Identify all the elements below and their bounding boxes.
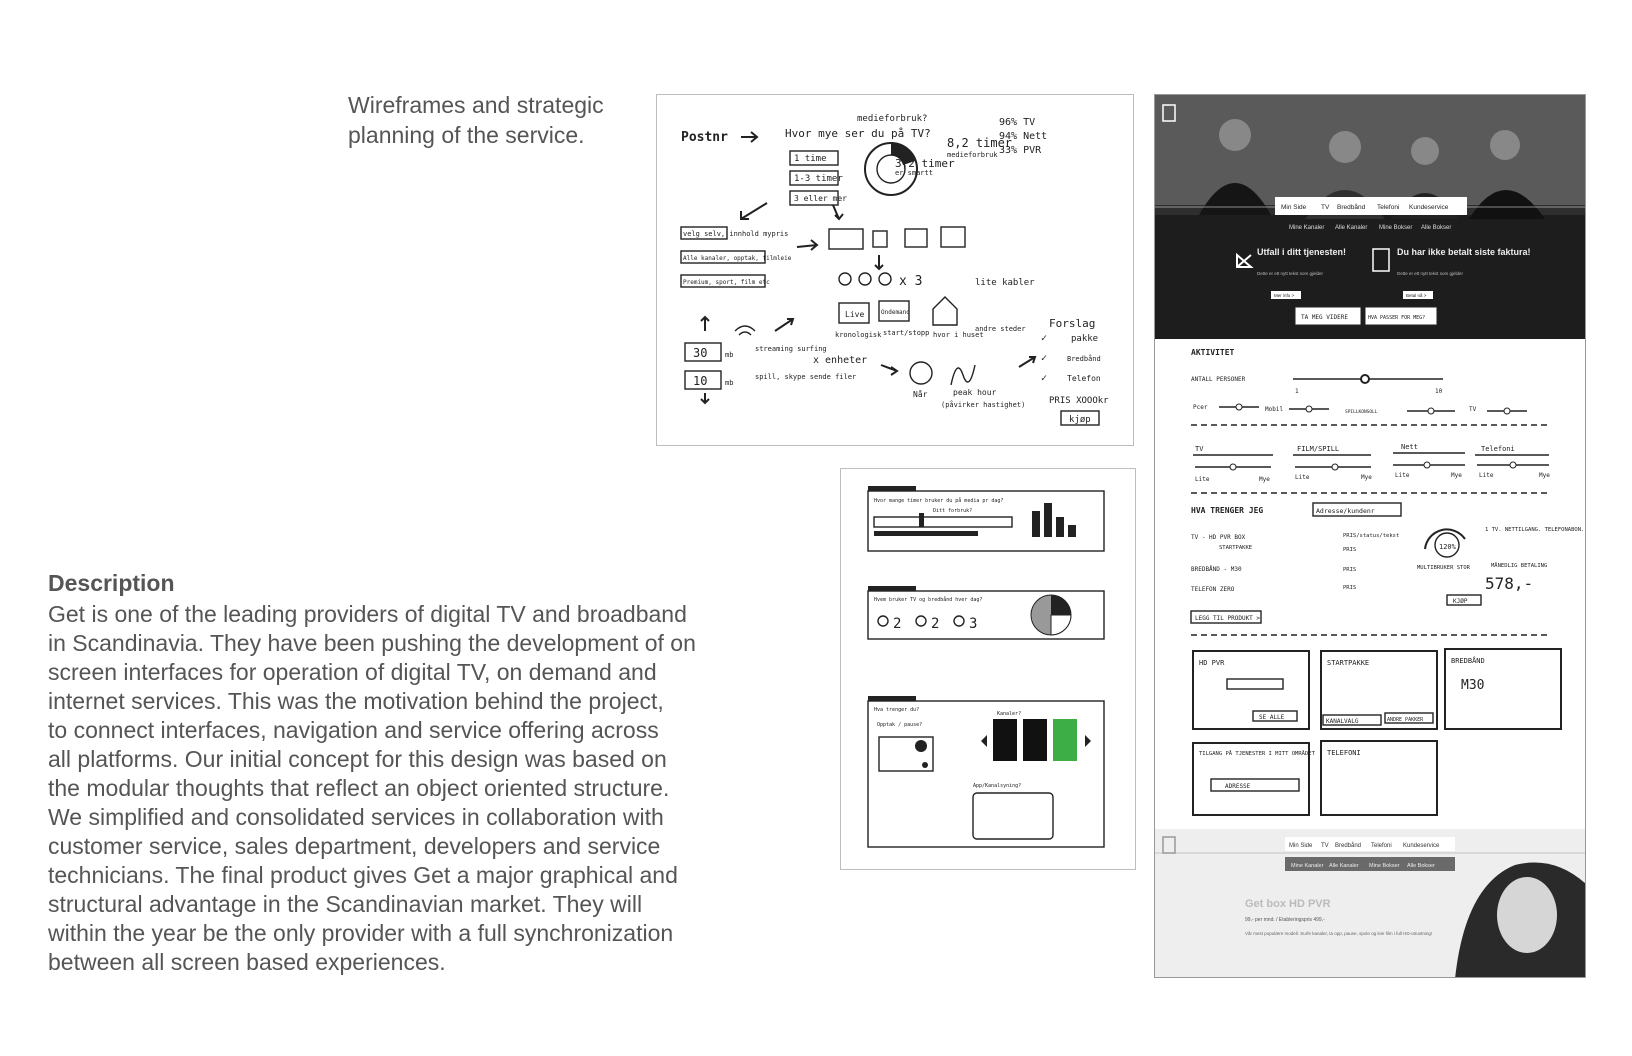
wf-kanaler: Kanaler? [997,711,1022,717]
row1b: STARTPAKKE [1219,545,1253,551]
aktivitet-heading: AKTIVITET [1191,348,1235,357]
channel-card [1023,719,1047,761]
slider-handle [1510,462,1516,468]
box4-title: TILGANG PÅ TJENESTER I MITT OMRÅDET [1199,751,1315,757]
sketch-stats1: 96% TV [999,117,1036,128]
sketch-live-sub: kronologisk [835,331,882,339]
person-icon [954,616,964,626]
sketch-mb-2: mb [725,379,734,387]
house-icon [933,297,957,325]
row3: TELEFON ZERO [1191,586,1235,593]
tv-label: TV [1469,406,1477,413]
box4-button-label: ADRESSE [1225,783,1251,790]
mye-label: Mye [1539,472,1550,479]
description-line: within the year be the only provider with a full synchronization [48,920,674,946]
arrow-icon [775,319,793,331]
chart-bar [1044,503,1052,537]
sketch-naar: Når [913,390,928,399]
wifi-icon [735,326,755,335]
sketch-list1: velg selv, innhold mypris [683,230,789,238]
promo-price: 99,- per mnd. / Etableringspris 499,- [1245,917,1325,923]
progress-fill [874,531,978,536]
description-line: to connect interfaces, navigation and service offering across [48,717,659,743]
sketch-ondemand: Ondemand [881,309,910,316]
pris-label: PRIS [1343,547,1357,553]
pcer-label: Pcer [1193,404,1208,411]
multibruker: MULTIBRUKER STOR [1417,565,1470,571]
sketch-live: Live [845,310,865,319]
tablet-icon [873,231,887,247]
sketch-pris: PRIS XOOOkr [1049,396,1109,406]
slider-track [874,517,1012,527]
cat-film: FILM/SPILL [1297,445,1340,453]
sketch-spill: spill, skype sende filer [755,373,857,381]
sketch-x3: x 3 [899,274,923,289]
nav-item[interactable]: TV [1321,204,1330,211]
slider-handle [1306,406,1312,412]
check-icon: ✓ [1041,373,1048,384]
subnav-item[interactable]: Alle Bokser [1421,225,1452,231]
promo-nav-item[interactable]: Kundeservice [1403,843,1440,849]
description-line: internet services. This was the motivation behind the project, [48,688,664,714]
description-line: We simplified and consolidated services in collaboration with [48,804,664,830]
mye-label: Mye [1361,474,1372,481]
arrow-icon [701,317,709,331]
card2-title: Du har ikke betalt siste faktura! [1397,247,1531,257]
website-mockup [1155,95,1586,978]
channel-card-selected [1053,719,1077,761]
sketch-enheter: x enheter [813,355,868,366]
promo-subnav-item[interactable]: Mine Kanaler [1291,863,1324,869]
check-icon: ✓ [1041,353,1048,364]
wireframe-screens [841,469,1136,870]
sketch-peak-sub: (påvirker hastighet) [941,401,1026,409]
check-icon: ✓ [1041,333,1048,344]
sketch-time2b: er smartt [895,169,933,177]
description-title: Description [48,570,175,596]
nav-item[interactable]: Bredbånd [1337,204,1366,211]
box3-title: BREDBÅND [1451,657,1485,665]
row1a: TV - HD PVR BOX [1191,534,1246,541]
description-line: in Scandinavia. They have been pushing the development of on [48,630,696,656]
hero-button-2-label: HVA PASSER FOR MEG? [1368,315,1426,321]
sketch-mb: mb [725,351,734,359]
sketch-postnr: Postnr [681,130,728,145]
laptop-icon [905,229,927,247]
person-icon [859,273,871,285]
box2-title: STARTPAKKE [1327,659,1370,667]
arrow-icon [881,365,897,375]
promo-text: Vår mest populære modell. Surfe kanaler, ta opp, pause, spole og leie film i full HD-utrustning! [1245,931,1433,936]
sketch-wifi-note: lite kabler [975,278,1035,288]
add-product-label: LEGG TIL PRODUKT > [1195,615,1261,622]
sketch-peak: peak hour [953,388,997,397]
caption-line-2: planning of the service. [348,122,585,148]
cat-nett: Nett [1401,443,1418,451]
description-body [48,600,768,977]
promo-nav-item[interactable]: TV [1321,843,1329,849]
pris-label: PRIS [1343,585,1357,591]
arrow-right-icon [1085,735,1091,747]
description-line: the modular thoughts that reflect an object oriented structure. [48,775,670,801]
cat-tv: TV [1195,445,1204,453]
arrow-icon [833,205,843,219]
promo-nav-item[interactable]: Bredbånd [1335,843,1362,849]
strategy-sketch [657,95,1134,446]
sketch-speed1: 30 [693,346,708,360]
antall-label: ANTALL PERSONER [1191,376,1246,383]
person-icon [916,616,926,626]
description-line: structural advantage in the Scandinavian market. They will [48,891,643,917]
arrow-icon [797,240,817,250]
description-line: customer service, sales department, developers and service [48,833,661,859]
pris-status: PRIS/status/tekst [1343,533,1400,539]
wf-q3: Hva trenger du? [874,707,920,713]
sketch-opt3: 3 eller mer [794,194,847,203]
sketch-list3: Premium, sport, film etc [683,279,770,286]
sketch-od-sub: start/stopp [883,329,930,337]
person-head [1329,131,1361,163]
slider-handle [1428,408,1434,414]
pie-slice [1051,615,1071,635]
chart-bar [1032,511,1040,537]
address-placeholder: Adresse/kundenr [1316,507,1375,515]
person-head [1490,130,1520,160]
mobil-label: Mobil [1265,406,1284,413]
person-icon [878,616,888,626]
slider-handle [1504,408,1510,414]
sketch-question: Hvor mye ser du på TV? [785,127,931,140]
mye-label: Mye [1259,476,1270,483]
sketch-streaming: streaming surfing [755,345,827,353]
slider-handle [1424,462,1430,468]
pie-slice [1051,595,1071,615]
cat-tel: Telefoni [1481,445,1515,453]
arrow-left-icon [981,735,987,747]
arrow-icon [741,203,767,219]
subnav-item[interactable]: Alle Kanaler [1335,225,1368,231]
caption-line-1: Wireframes and strategic [348,92,604,118]
description-line: all platforms. Our initial concept for this design was based on [48,746,667,772]
sketch-kjop: kjøp [1069,415,1091,425]
sketch-telefon: Telefon [1067,374,1101,383]
slider-handle [1332,464,1338,470]
box2-button-1-label: KANALVALG [1326,718,1359,725]
nav-item[interactable]: Telefoni [1377,204,1400,211]
monitor-icon [941,227,965,247]
record-dot [922,762,928,768]
sketch-stats2: 94% Nett [999,131,1048,142]
box2-button-2-label: ANDRE PAKKER [1387,717,1424,723]
buy-button-label: KJØP [1453,598,1468,605]
box-placeholder [1227,679,1283,689]
sketch-time1b: medieforbruk [947,151,998,159]
box1-title: HD PVR [1199,659,1225,667]
percent-label: 120% [1439,543,1456,551]
lite-label: Lite [1195,476,1210,483]
hero-photo-top [1155,95,1586,205]
wf-app: App/Kanalsyning? [973,783,1022,789]
tablet-wireframe [973,793,1053,839]
sketch-bredbaand: Bredbånd [1067,355,1101,363]
promo-title: Get box HD PVR [1245,898,1331,910]
tv-icon [829,229,863,249]
sketch-opt2: 1-3 timer [794,174,843,184]
frame-tab [868,486,916,491]
description-line: technicians. The final product gives Get a major graphical and [48,862,678,888]
nav-item[interactable]: Min Side [1281,204,1307,211]
sketch-list2: Alle kanaler, opptak, filmleie [683,255,792,262]
slider-handle [919,513,924,527]
wireframes-panel [840,468,1136,870]
pris-label: PRIS [1343,567,1357,573]
card1-button-label: Mer info > [1274,293,1295,298]
person-icon [839,273,851,285]
wf-n3: 3 [969,616,978,632]
frame-tab [868,586,916,591]
channel-card [993,719,1017,761]
nettilgang: 1 TV. NETTILGANG. TELEFONABON. [1485,527,1585,533]
sketch-speed2: 10 [693,374,708,388]
website-mockup-panel [1154,94,1586,978]
chart-bar [1056,517,1064,537]
sketch-time1: 8,2 timer [947,136,1013,150]
wf-q1-note: Ditt forbruk? [933,508,973,514]
wf-opt: Opptak / pause? [877,722,923,728]
lite-label: Lite [1479,472,1494,479]
hero-button-1-label: TA MEG VIDERE [1301,314,1348,321]
row2: BREDBÅND - M30 [1191,566,1242,573]
slider-handle [1361,375,1369,383]
sketch-forslag: Forslag [1049,317,1096,330]
clock-icon [910,362,932,384]
promo-nav-item[interactable]: Min Side [1289,843,1313,849]
play-icon [915,740,927,752]
promo-subnav-item[interactable]: Alle Kanaler [1329,863,1359,869]
card2-button-label: Betal nå > [1406,293,1427,298]
slider-handle [1230,464,1236,470]
wf-q1: Hvor mange timer bruker du på media pr dag? [874,498,1004,504]
frame-tab [868,696,916,701]
wf-n1: 2 [893,616,902,632]
sketch-house: hvor i huset [933,331,984,339]
lite-label: Lite [1295,474,1310,481]
chart-bar [1068,525,1076,537]
sketch-stats3: 33% PVR [999,145,1042,156]
card1-text: Dette er ett nytt tekst som gjelder [1257,271,1324,276]
hva-heading: HVA TRENGER JEG [1191,506,1264,515]
arrow-icon [741,132,757,142]
box1-button-label: SE ALLE [1259,714,1285,721]
subnav-item[interactable]: Mine Bokser [1379,225,1413,231]
arrow-icon [875,255,883,269]
caption [348,90,668,150]
promo-woman-face [1497,877,1557,953]
slider-handle [1236,404,1242,410]
lite-label: Lite [1395,472,1410,479]
person-icon [879,273,891,285]
nav-item[interactable]: Kundeservice [1409,204,1449,211]
wf-n2: 2 [931,616,940,632]
subnav-item[interactable]: Mine Kanaler [1289,225,1325,231]
arrow-icon [701,393,709,403]
promo-subnav-item[interactable]: Mine Bokser [1369,863,1400,869]
promo-nav-item[interactable]: Telefoni [1371,843,1392,849]
description-line: Get is one of the leading providers of digital TV and broadband [48,601,687,627]
sketch-pakke: pakke [1071,334,1099,344]
maaned-label: MÅNEDLIG BETALING [1491,563,1548,569]
price: 578,- [1485,574,1534,593]
strategy-sketch-panel [656,94,1134,446]
scale-max: 10 [1435,388,1443,395]
scale-min: 1 [1295,388,1299,395]
spill-label: SPILLKONSOLL [1345,410,1378,415]
wf-q2: Hvem bruker TV og bredbånd hver dag? [874,597,983,603]
sketch-time2: 3,2 timer [895,157,955,170]
box3-value: M30 [1461,678,1485,693]
person-head [1219,119,1251,151]
card1-title: Utfall i ditt tjenesten! [1257,247,1347,257]
sketch-medieforbruk: medieforbruk? [857,114,928,124]
description-line: between all screen based experiences. [48,949,446,975]
sketch-opt1: 1 time [794,154,827,164]
sketch-other: andre steder [975,325,1026,333]
card2-text: Dette er ett nytt tekst som gjelder [1397,271,1464,276]
arrow-icon [1019,357,1035,367]
peak-graph [951,365,975,385]
person-head [1411,137,1439,165]
promo-subnav-item[interactable]: Alle Bokser [1407,863,1435,869]
mye-label: Mye [1451,472,1462,479]
description-line: screen interfaces for operation of digital TV, on demand and [48,659,657,685]
box5-title: TELEFONI [1327,749,1361,757]
